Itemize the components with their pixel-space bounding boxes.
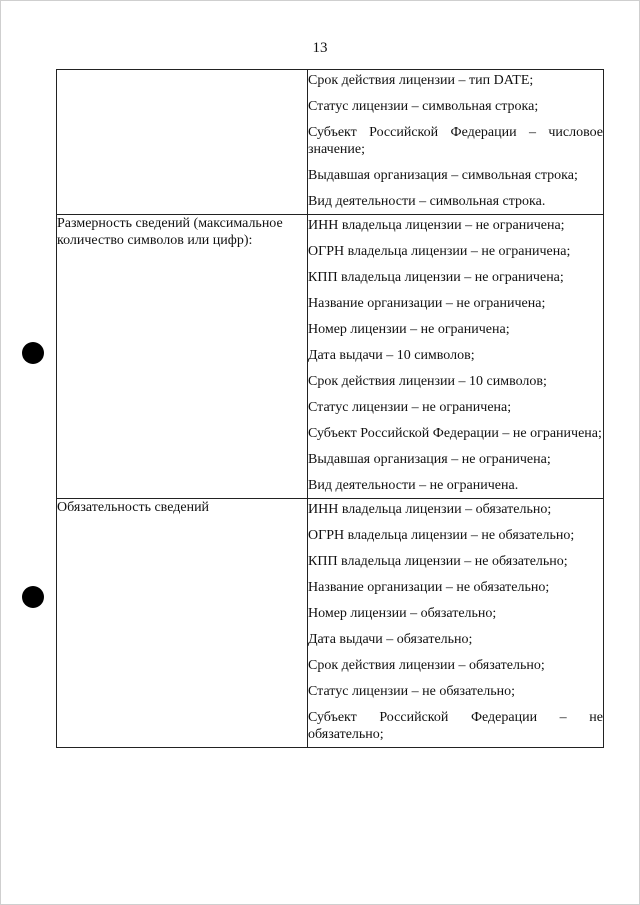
list-item: КПП владельца лицензии – не обязательно;: [308, 554, 568, 569]
row-label: Обязательность сведений: [57, 500, 210, 515]
spec-table: [56, 69, 604, 748]
list-item: Дата выдачи – 10 символов;: [308, 348, 475, 363]
list-item: Выдавшая организация – не ограничена;: [308, 452, 551, 467]
row-values-cell: [308, 70, 604, 215]
punch-hole-mark: [22, 586, 44, 608]
list-item: Статус лицензии – не ограничена;: [308, 400, 512, 415]
list-item: Вид деятельности – символьная строка.: [308, 194, 546, 209]
row-label-cell: [57, 70, 308, 215]
list-item: ОГРН владельца лицензии – не ограничена;: [308, 244, 571, 259]
list-item: Номер лицензии – не ограничена;: [308, 322, 510, 337]
list-item: ОГРН владельца лицензии – не обязательно;: [308, 528, 575, 543]
list-item: ИНН владельца лицензии – обязательно;: [308, 502, 552, 517]
list-item: Субъект Российской Федерации – числовое значение;: [308, 125, 603, 157]
spec-table-body: [57, 70, 604, 748]
table-row: [57, 215, 604, 499]
page-number: 13: [312, 40, 328, 56]
list-item: Дата выдачи – обязательно;: [308, 632, 473, 647]
row-label: Размерность сведений (максимальное количество символов или цифр):: [57, 216, 283, 248]
list-item: ИНН владельца лицензии – не ограничена;: [308, 218, 565, 233]
row-label-cell: [57, 499, 308, 748]
row-values-cell: [308, 215, 604, 499]
list-item: Срок действия лицензии – 10 символов;: [308, 374, 547, 389]
list-item: Субъект Российской Федерации – не обязательно;: [308, 710, 603, 742]
list-item: Срок действия лицензии – тип DATE;: [308, 73, 534, 88]
list-item: Вид деятельности – не ограничена.: [308, 478, 519, 493]
list-item: Выдавшая организация – символьная строка;: [308, 168, 578, 183]
punch-hole-mark: [22, 342, 44, 364]
row-label-cell: [57, 215, 308, 499]
list-item: КПП владельца лицензии – не ограничена;: [308, 270, 564, 285]
list-item: Субъект Российской Федерации – не ограничена;: [308, 426, 602, 441]
list-item: Номер лицензии – обязательно;: [308, 606, 497, 621]
list-item: Статус лицензии – не обязательно;: [308, 684, 516, 699]
table-row: [57, 499, 604, 748]
table-row: [57, 70, 604, 215]
list-item: Название организации – не обязательно;: [308, 580, 550, 595]
row-values-cell: [308, 499, 604, 748]
list-item: Название организации – не ограничена;: [308, 296, 546, 311]
list-item: Срок действия лицензии – обязательно;: [308, 658, 545, 673]
list-item: Статус лицензии – символьная строка;: [308, 99, 539, 114]
